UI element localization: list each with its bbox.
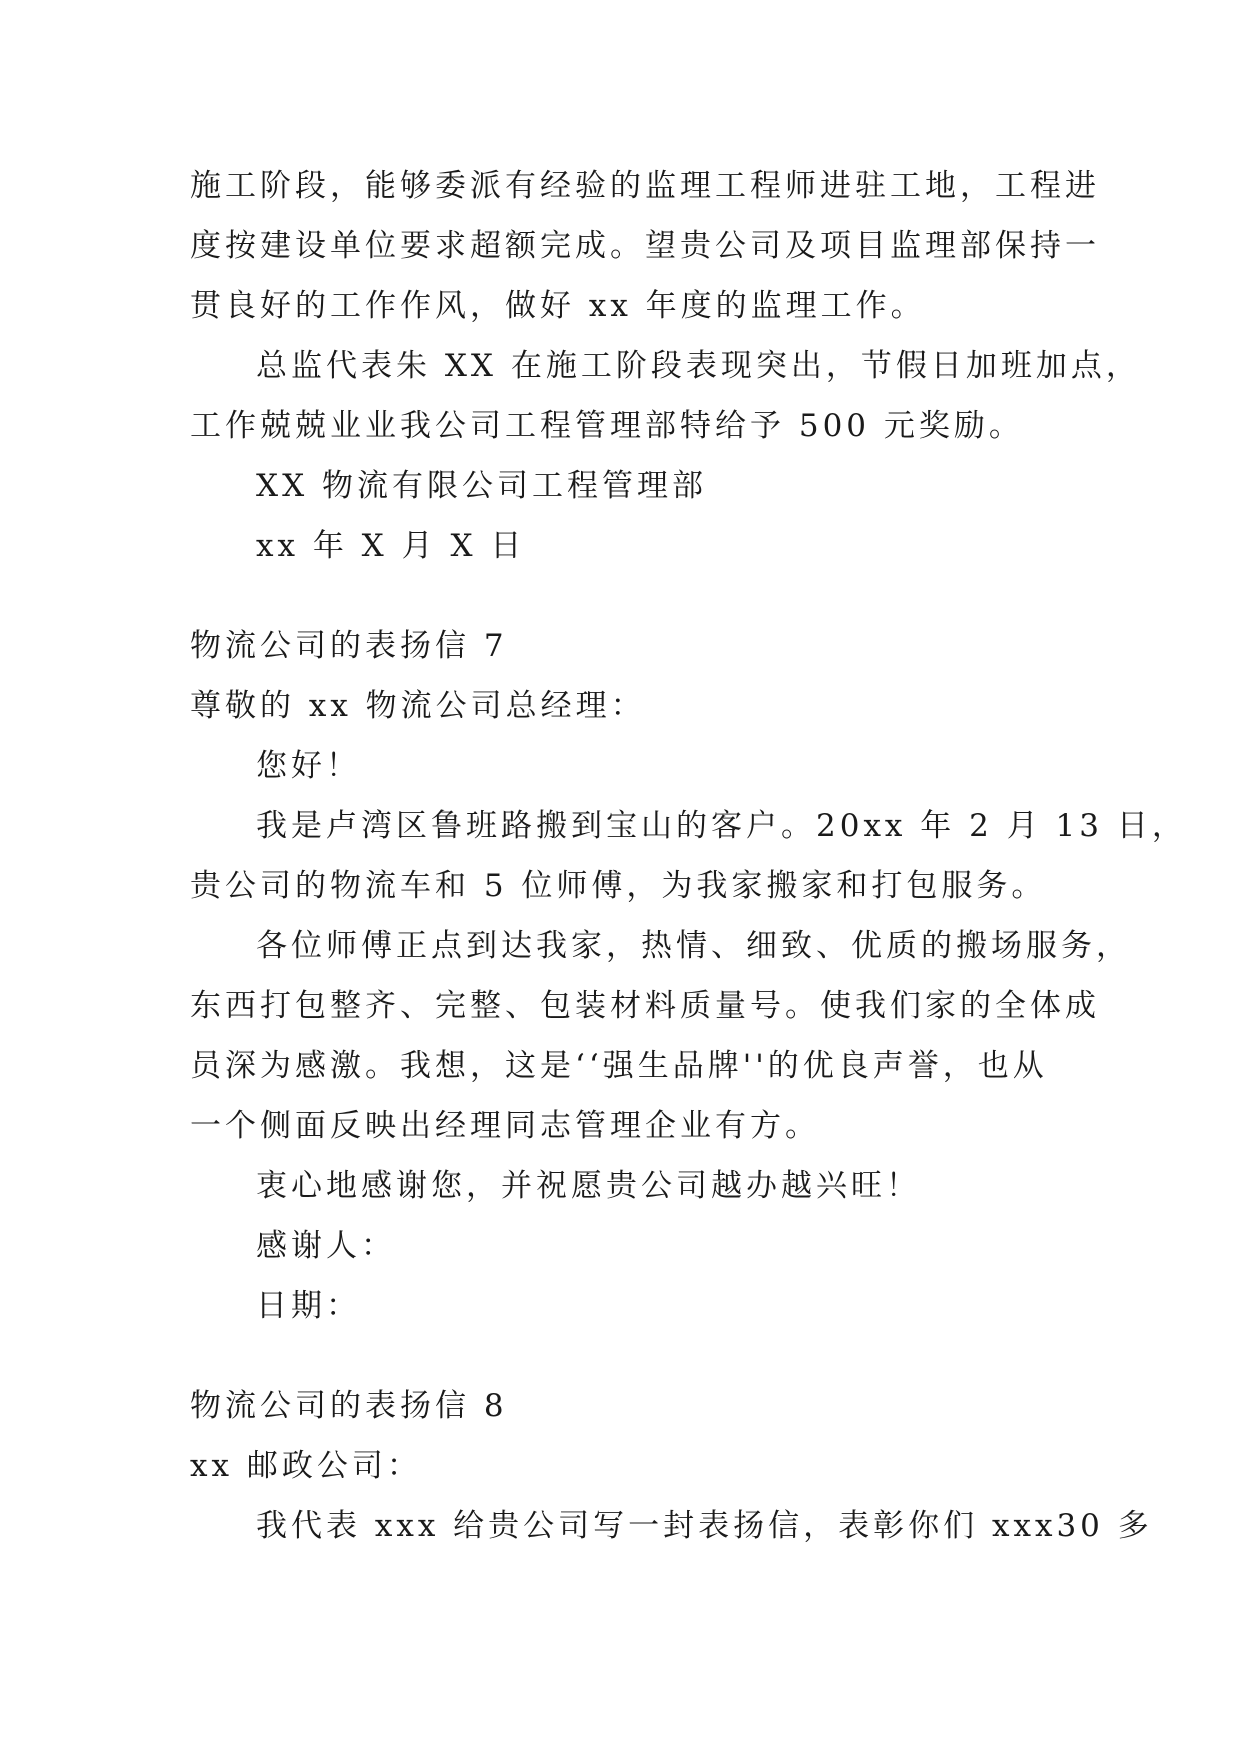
greeting: 您好！ xyxy=(256,748,361,784)
paragraph-line: 东西打包整齐、完整、包装材料质量号。使我们家的全体成 xyxy=(190,988,1100,1024)
paragraph-line: 各位师傅正点到达我家，热情、细致、优质的搬场服务， xyxy=(256,928,1131,964)
section-title: 物流公司的表扬信 8 xyxy=(190,1388,508,1424)
paragraph-line: 我代表 xxx 给贵公司写一封表扬信，表彰你们 xxx30 多 xyxy=(256,1508,1153,1544)
thanks-person-label: 感谢人： xyxy=(256,1228,396,1264)
paragraph-line: 员深为感激。我想，这是‘‘强生品牌''的优良声誉，也从 xyxy=(190,1048,1048,1084)
date-label: 日期： xyxy=(256,1288,361,1324)
paragraph-line: 贯良好的工作作风，做好 xx 年度的监理工作。 xyxy=(190,288,926,324)
paragraph-line: 总监代表朱 XX 在施工阶段表现突出，节假日加班加点， xyxy=(256,348,1141,384)
paragraph-line: 我是卢湾区鲁班路搬到宝山的客户。20xx 年 2 月 13 日， xyxy=(256,808,1187,844)
signature-organization: XX 物流有限公司工程管理部 xyxy=(256,468,707,504)
salutation: 尊敬的 xx 物流公司总经理： xyxy=(190,688,646,724)
paragraph-line: 工作兢兢业业我公司工程管理部特给予 500 元奖励。 xyxy=(190,408,1024,444)
salutation: xx 邮政公司： xyxy=(190,1448,422,1484)
paragraph-line: 施工阶段，能够委派有经验的监理工程师进驻工地，工程进 xyxy=(190,168,1100,204)
paragraph-line: 度按建设单位要求超额完成。望贵公司及项目监理部保持一 xyxy=(190,228,1100,264)
section-title: 物流公司的表扬信 7 xyxy=(190,628,508,664)
closing-line: 衷心地感谢您，并祝愿贵公司越办越兴旺！ xyxy=(256,1168,921,1204)
paragraph-line: 贵公司的物流车和 5 位师傅，为我家搬家和打包服务。 xyxy=(190,868,1047,904)
paragraph-line: 一个侧面反映出经理同志管理企业有方。 xyxy=(190,1108,820,1144)
signature-date: xx 年 X 月 X 日 xyxy=(256,528,526,564)
